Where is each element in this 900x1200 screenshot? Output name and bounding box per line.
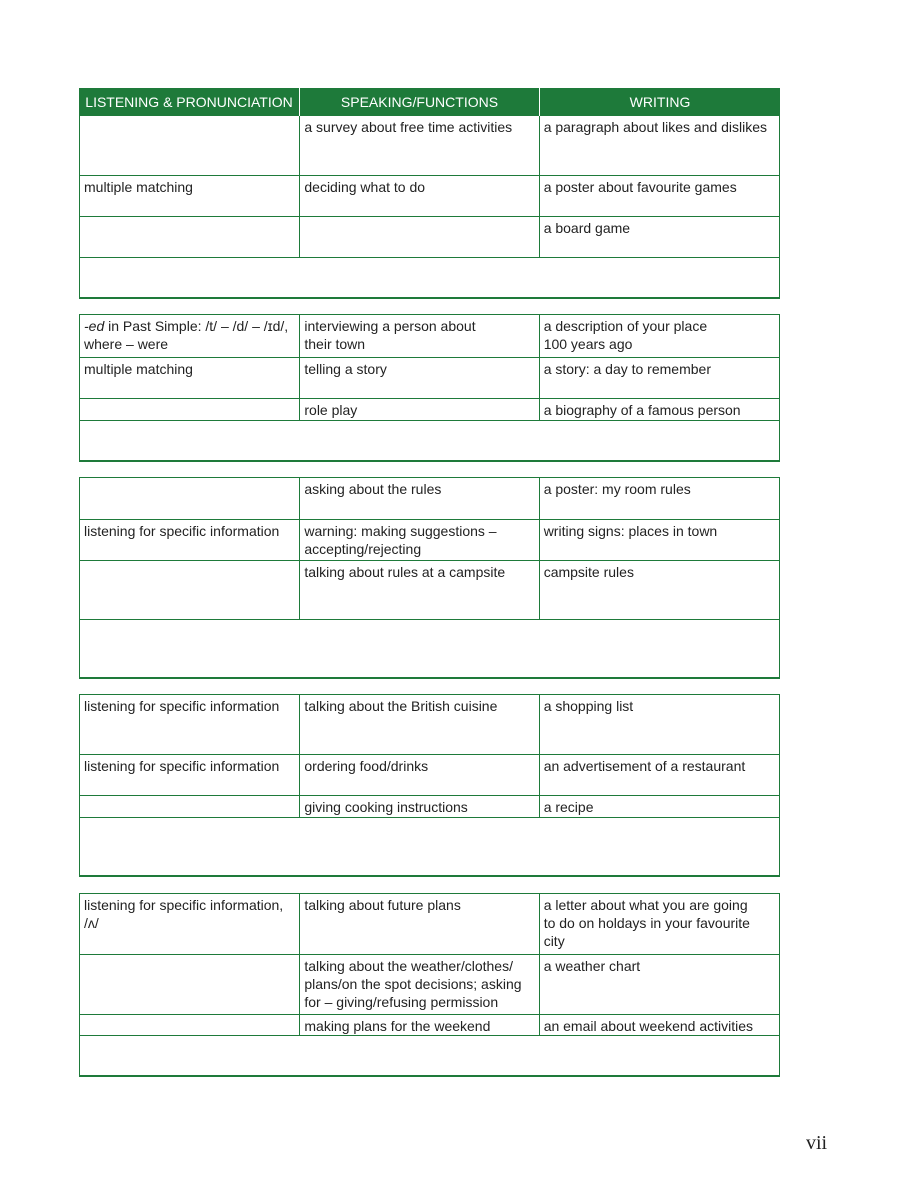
listening-line: where – were xyxy=(84,336,169,352)
writing-cell: a paragraph about likes and dislikes xyxy=(539,116,779,175)
listening-cell: listening for specific information xyxy=(84,758,280,774)
speaking-cell: deciding what to do xyxy=(299,176,538,216)
listening-cell: multiple matching xyxy=(84,361,193,377)
speaking-line: accepting/rejecting xyxy=(304,541,422,557)
empty-cell xyxy=(80,258,779,297)
empty-row xyxy=(80,257,779,297)
empty-cell xyxy=(80,1036,779,1075)
empty-row xyxy=(80,619,779,677)
empty-row xyxy=(80,1035,779,1075)
speaking-cell: talking about rules at a campsite xyxy=(299,561,538,619)
writing-cell: a shopping list xyxy=(539,695,779,754)
listening-cell xyxy=(80,116,299,175)
ed-suffix: -ed xyxy=(84,318,105,334)
writing-cell: a biography of a famous person xyxy=(539,399,779,420)
header-speaking-functions: SPEAKING/FUNCTIONS xyxy=(299,88,539,116)
table-row xyxy=(80,560,779,619)
table-row xyxy=(80,795,779,817)
listening-line: /ʌ/ xyxy=(84,915,99,931)
writing-cell: a poster about favourite games xyxy=(539,176,779,216)
unit-table-4 xyxy=(79,694,780,877)
listening-cell xyxy=(80,955,299,1014)
writing-cell xyxy=(539,894,779,954)
speaking-cell xyxy=(299,520,538,560)
empty-cell xyxy=(80,818,779,875)
listening-cell xyxy=(80,478,299,519)
writing-cell: campsite rules xyxy=(539,561,779,619)
speaking-line: warning: making suggestions – xyxy=(304,523,497,539)
writing-line: 100 years ago xyxy=(543,336,633,352)
writing-line: a letter about what you are going xyxy=(543,897,748,913)
listening-cell: multiple matching xyxy=(84,179,193,195)
listening-cell xyxy=(80,399,299,420)
table-row xyxy=(80,315,779,357)
table-row xyxy=(80,478,779,519)
table-row xyxy=(80,1014,779,1035)
speaking-line: interviewing a person about xyxy=(304,318,476,334)
empty-row xyxy=(80,420,779,460)
table-row xyxy=(80,754,779,795)
empty-row xyxy=(80,817,779,875)
writing-line: city xyxy=(543,933,565,949)
unit-table-2 xyxy=(79,314,780,462)
speaking-cell: role play xyxy=(299,399,538,420)
table-row xyxy=(80,357,779,398)
header-writing: WRITING xyxy=(539,88,780,116)
table-row xyxy=(80,519,779,560)
table-row xyxy=(80,695,779,754)
table-row xyxy=(80,894,779,954)
empty-cell xyxy=(80,421,779,460)
writing-line: a description of your place xyxy=(543,318,708,334)
writing-cell: a story: a day to remember xyxy=(539,358,779,398)
table-row xyxy=(80,116,779,175)
writing-cell: a weather chart xyxy=(539,955,779,1014)
writing-cell: a poster: my room rules xyxy=(539,478,779,519)
listening-cell xyxy=(80,796,299,817)
header-listening-pronunciation: LISTENING & PRONUNCIATION xyxy=(85,94,293,110)
unit-table-1 xyxy=(79,116,780,299)
speaking-cell: talking about future plans xyxy=(299,894,538,954)
listening-cell xyxy=(80,561,299,619)
table-row xyxy=(80,175,779,216)
writing-cell: a recipe xyxy=(539,796,779,817)
page-number: vii xyxy=(806,1132,828,1154)
writing-cell: an email about weekend activities xyxy=(539,1015,779,1035)
speaking-cell: a survey about free time activities xyxy=(299,116,538,175)
speaking-cell: making plans for the weekend xyxy=(299,1015,538,1035)
speaking-cell xyxy=(299,955,538,1014)
listening-cell xyxy=(80,894,299,954)
writing-cell: an advertisement of a restaurant xyxy=(539,755,779,795)
speaking-line: plans/on the spot decisions; asking xyxy=(304,976,522,992)
listening-cell xyxy=(80,217,299,257)
table-row xyxy=(80,216,779,257)
unit-table-5 xyxy=(79,893,780,1077)
table-row xyxy=(80,398,779,420)
listening-line: listening for specific information, xyxy=(84,897,284,913)
speaking-line: talking about the weather/clothes/ xyxy=(304,958,513,974)
empty-cell xyxy=(80,620,779,677)
listening-line xyxy=(84,317,295,335)
table-header xyxy=(79,88,780,116)
speaking-cell: ordering food/drinks xyxy=(299,755,538,795)
listening-cell xyxy=(80,1015,299,1035)
listening-cell: listening for specific information xyxy=(84,523,280,539)
speaking-line: their town xyxy=(304,336,366,352)
speaking-cell: telling a story xyxy=(299,358,538,398)
speaking-cell xyxy=(299,315,538,357)
table-row xyxy=(80,954,779,1014)
writing-cell xyxy=(539,315,779,357)
speaking-cell: giving cooking instructions xyxy=(299,796,538,817)
speaking-cell xyxy=(299,217,538,257)
listening-text: in Past Simple: /t/ – /d/ – /ɪd/, xyxy=(104,318,289,334)
speaking-cell: talking about the British cuisine xyxy=(299,695,538,754)
listening-cell xyxy=(80,315,299,357)
unit-table-3 xyxy=(79,477,780,679)
listening-cell: listening for specific information xyxy=(84,698,280,714)
writing-cell: a board game xyxy=(539,217,779,257)
writing-line: to do on holdays in your favourite xyxy=(543,915,750,931)
speaking-line: for – giving/refusing permission xyxy=(304,994,499,1010)
speaking-cell: asking about the rules xyxy=(299,478,538,519)
writing-cell: writing signs: places in town xyxy=(539,520,779,560)
